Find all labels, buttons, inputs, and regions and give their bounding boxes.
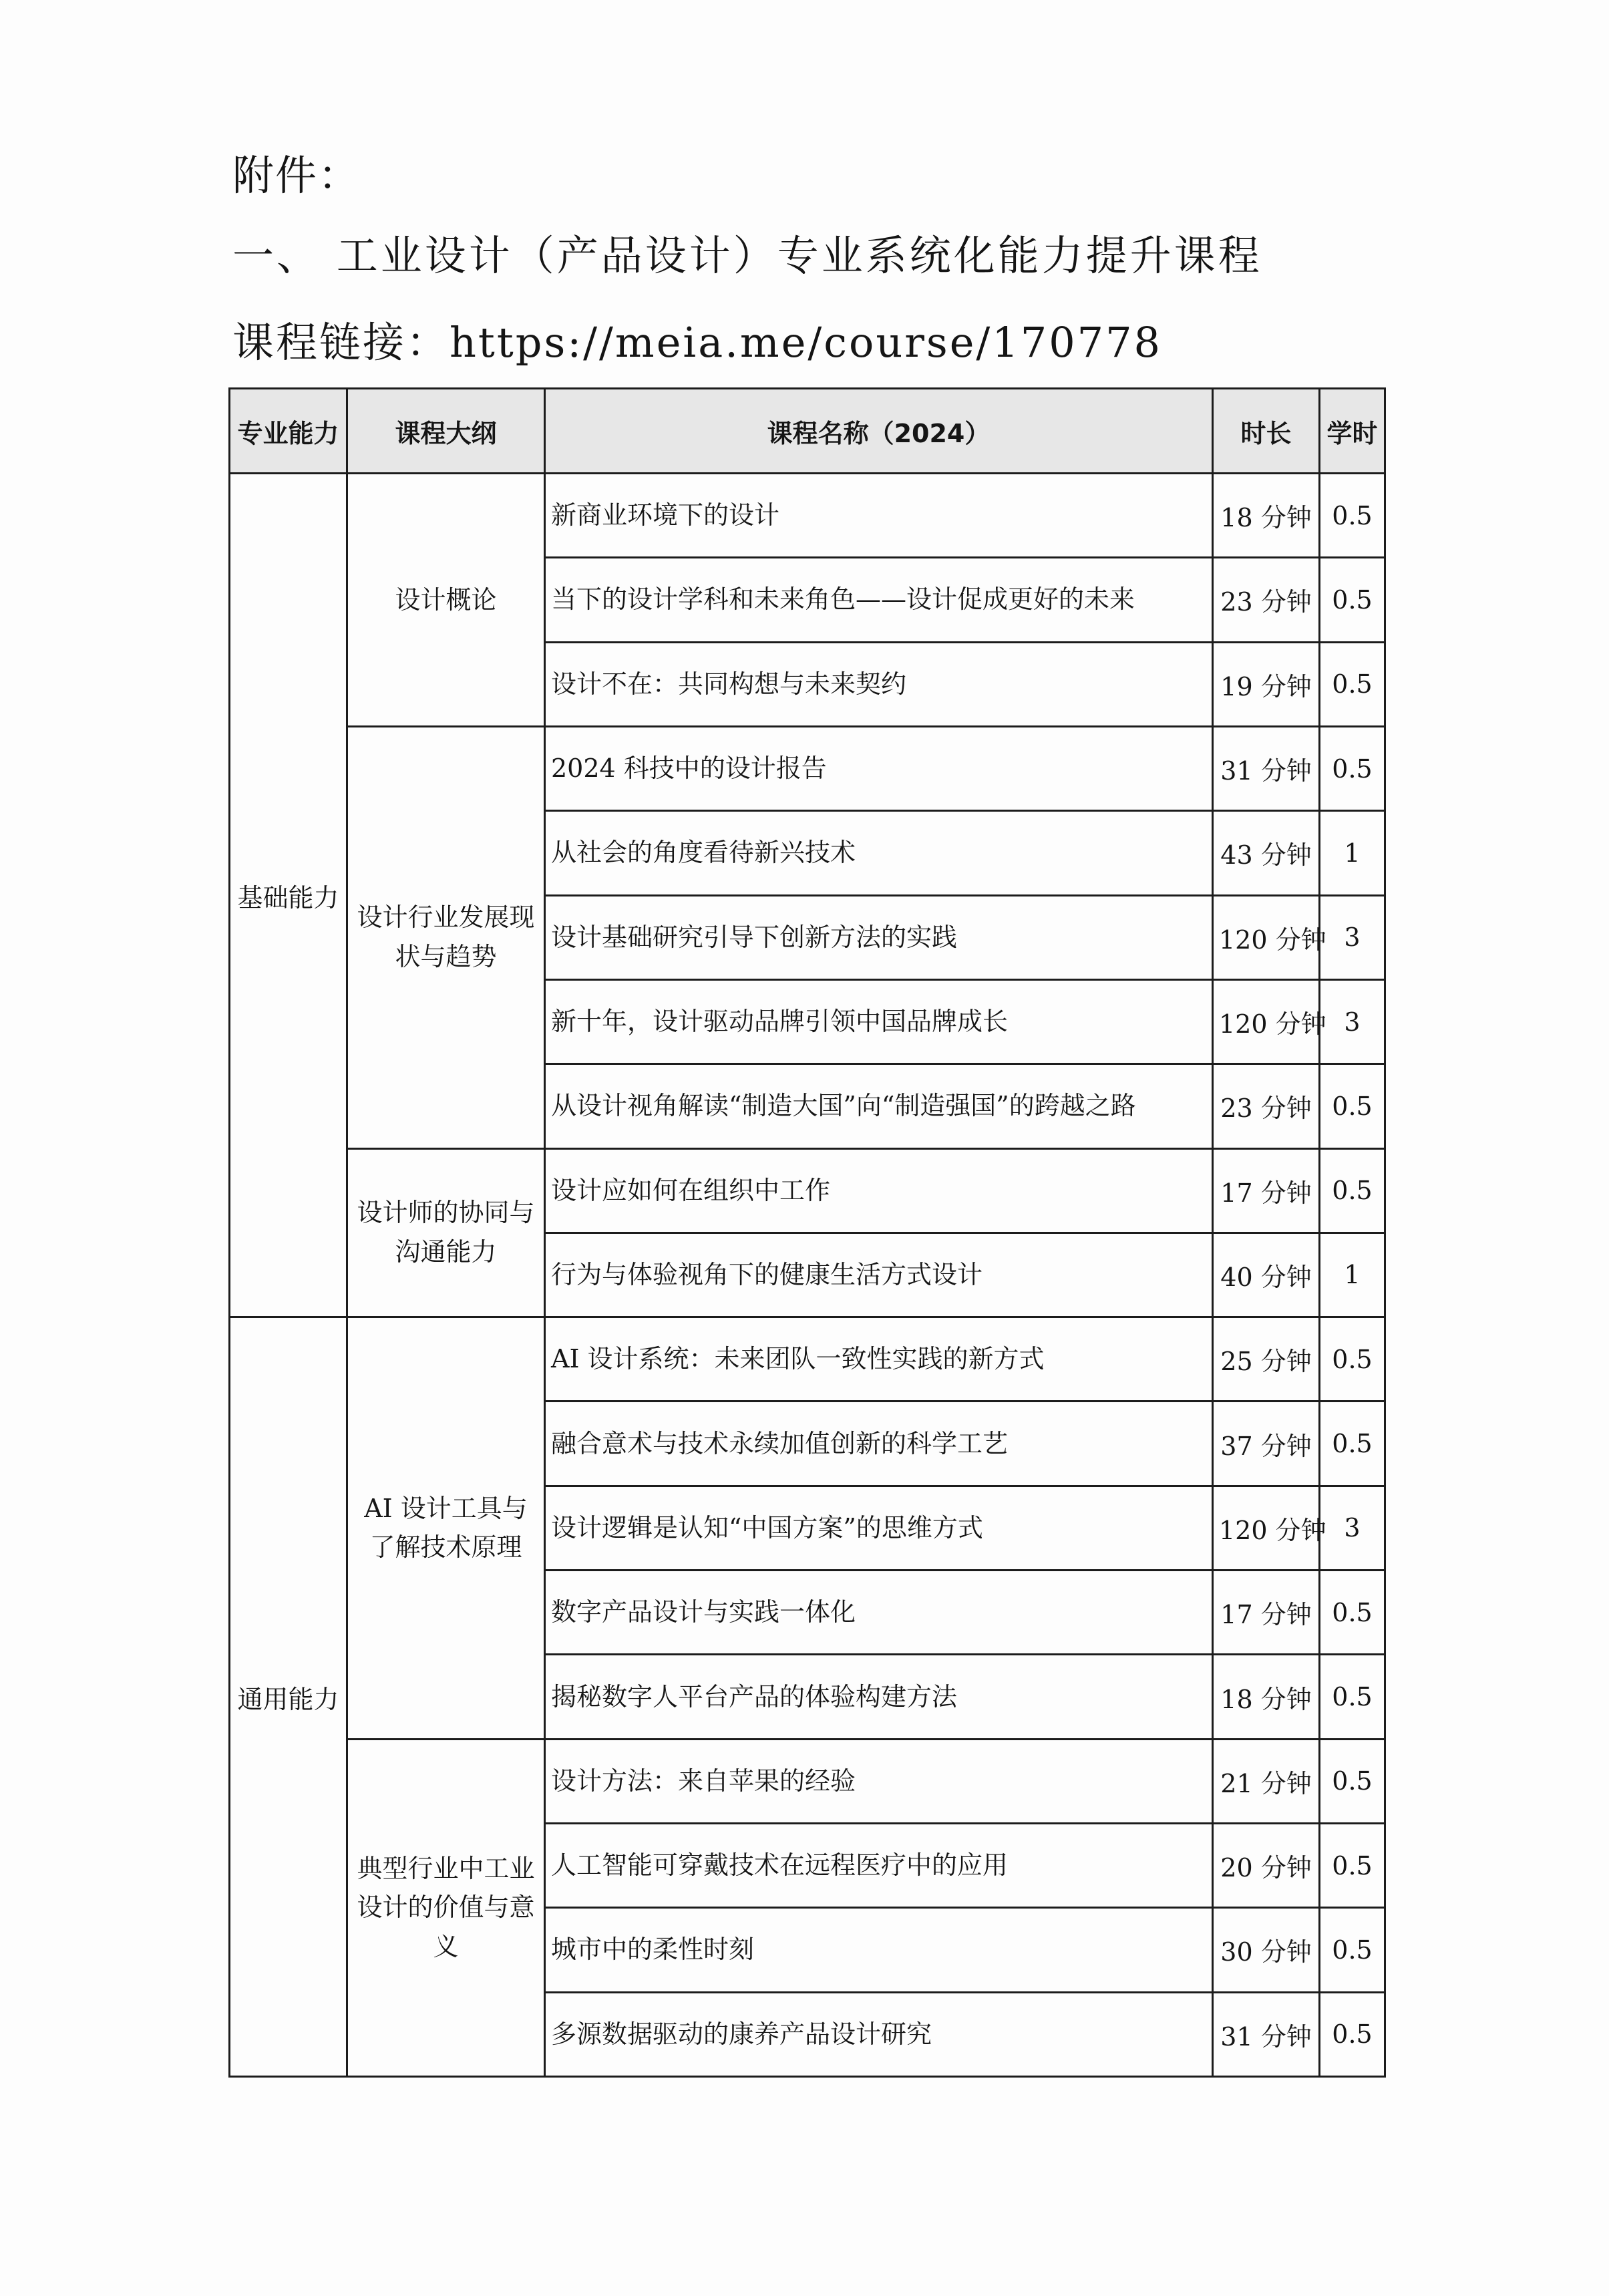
course-name-cell: 城市中的柔性时刻: [545, 1908, 1213, 1992]
ability-cell: 通用能力: [230, 1317, 347, 2077]
study-hours-cell: 0.5: [1320, 1655, 1385, 1739]
course-name-cell: 当下的设计学科和未来角色——设计促成更好的未来: [545, 558, 1213, 642]
course-name-cell: 设计逻辑是认知“中国方案”的思维方式: [545, 1486, 1213, 1570]
duration-cell: 20 分钟: [1213, 1824, 1320, 1908]
table-header-row: [230, 389, 1385, 474]
outline-cell: 设计概论: [347, 474, 545, 727]
column-header-duration: 时长: [1213, 389, 1320, 474]
course-name-cell: 从社会的角度看待新兴技术: [545, 811, 1213, 895]
column-header-outline: 课程大纲: [347, 389, 545, 474]
duration-cell: 120 分钟: [1213, 1486, 1320, 1570]
duration-cell: 120 分钟: [1213, 979, 1320, 1063]
course-name-cell: 多源数据驱动的康养产品设计研究: [545, 1992, 1213, 2076]
course-name-cell: 数字产品设计与实践一体化: [545, 1571, 1213, 1655]
study-hours-cell: 0.5: [1320, 1992, 1385, 2076]
duration-cell: 23 分钟: [1213, 558, 1320, 642]
study-hours-cell: 3: [1320, 979, 1385, 1063]
duration-cell: 31 分钟: [1213, 1992, 1320, 2076]
outline-cell: 设计行业发展现状与趋势: [347, 726, 545, 1148]
table-body: [230, 474, 1385, 2077]
study-hours-cell: 0.5: [1320, 474, 1385, 558]
duration-cell: 120 分钟: [1213, 895, 1320, 979]
outline-cell: 设计师的协同与沟通能力: [347, 1148, 545, 1317]
column-header-hours: 学时: [1320, 389, 1385, 474]
column-header-course-name: 课程名称（2024）: [545, 389, 1213, 474]
study-hours-cell: 0.5: [1320, 1908, 1385, 1992]
duration-cell: 17 分钟: [1213, 1148, 1320, 1233]
course-name-cell: AI 设计系统：未来团队一致性实践的新方式: [545, 1317, 1213, 1402]
study-hours-cell: 1: [1320, 811, 1385, 895]
study-hours-cell: 0.5: [1320, 642, 1385, 726]
study-hours-cell: 0.5: [1320, 1064, 1385, 1148]
duration-cell: 23 分钟: [1213, 1064, 1320, 1148]
table-row: [230, 1148, 1385, 1233]
study-hours-cell: 0.5: [1320, 1402, 1385, 1486]
column-header-ability: 专业能力: [230, 389, 347, 474]
study-hours-cell: 0.5: [1320, 1148, 1385, 1233]
duration-cell: 31 分钟: [1213, 726, 1320, 810]
course-link-line: 课程链接：https://meia.me/course/170778: [232, 318, 1162, 367]
course-table: [228, 387, 1386, 2078]
course-name-cell: 新十年，设计驱动品牌引领中国品牌成长: [545, 979, 1213, 1063]
ability-cell: 基础能力: [230, 474, 347, 1317]
study-hours-cell: 0.5: [1320, 726, 1385, 810]
outline-cell: AI 设计工具与了解技术原理: [347, 1317, 545, 1740]
outline-cell: 典型行业中工业设计的价值与意义: [347, 1739, 545, 2076]
duration-cell: 37 分钟: [1213, 1402, 1320, 1486]
study-hours-cell: 0.5: [1320, 558, 1385, 642]
course-name-cell: 行为与体验视角下的健康生活方式设计: [545, 1233, 1213, 1317]
duration-cell: 30 分钟: [1213, 1908, 1320, 1992]
study-hours-cell: 1: [1320, 1233, 1385, 1317]
duration-cell: 43 分钟: [1213, 811, 1320, 895]
section-title: 一、 工业设计（产品设计）专业系统化能力提升课程: [232, 231, 1262, 280]
course-name-cell: 融合意术与技术永续加值创新的科学工艺: [545, 1402, 1213, 1486]
study-hours-cell: 0.5: [1320, 1571, 1385, 1655]
table-row: [230, 1317, 1385, 1402]
course-name-cell: 2024 科技中的设计报告: [545, 726, 1213, 810]
course-name-cell: 揭秘数字人平台产品的体验构建方法: [545, 1655, 1213, 1739]
course-name-cell: 从设计视角解读“制造大国”向“制造强国”的跨越之路: [545, 1064, 1213, 1148]
table-row: [230, 1739, 1385, 1823]
study-hours-cell: 0.5: [1320, 1317, 1385, 1402]
duration-cell: 21 分钟: [1213, 1739, 1320, 1823]
course-name-cell: 新商业环境下的设计: [545, 474, 1213, 558]
table-row: [230, 474, 1385, 558]
duration-cell: 25 分钟: [1213, 1317, 1320, 1402]
duration-cell: 40 分钟: [1213, 1233, 1320, 1317]
study-hours-cell: 3: [1320, 895, 1385, 979]
study-hours-cell: 3: [1320, 1486, 1385, 1570]
course-name-cell: 设计应如何在组织中工作: [545, 1148, 1213, 1233]
course-name-cell: 设计基础研究引导下创新方法的实践: [545, 895, 1213, 979]
course-name-cell: 人工智能可穿戴技术在远程医疗中的应用: [545, 1824, 1213, 1908]
table-row: [230, 726, 1385, 810]
study-hours-cell: 0.5: [1320, 1824, 1385, 1908]
duration-cell: 18 分钟: [1213, 474, 1320, 558]
duration-cell: 18 分钟: [1213, 1655, 1320, 1739]
attachment-label: 附件：: [232, 151, 361, 200]
study-hours-cell: 0.5: [1320, 1739, 1385, 1823]
duration-cell: 17 分钟: [1213, 1571, 1320, 1655]
duration-cell: 19 分钟: [1213, 642, 1320, 726]
course-name-cell: 设计不在：共同构想与未来契约: [545, 642, 1213, 726]
course-name-cell: 设计方法：来自苹果的经验: [545, 1739, 1213, 1823]
